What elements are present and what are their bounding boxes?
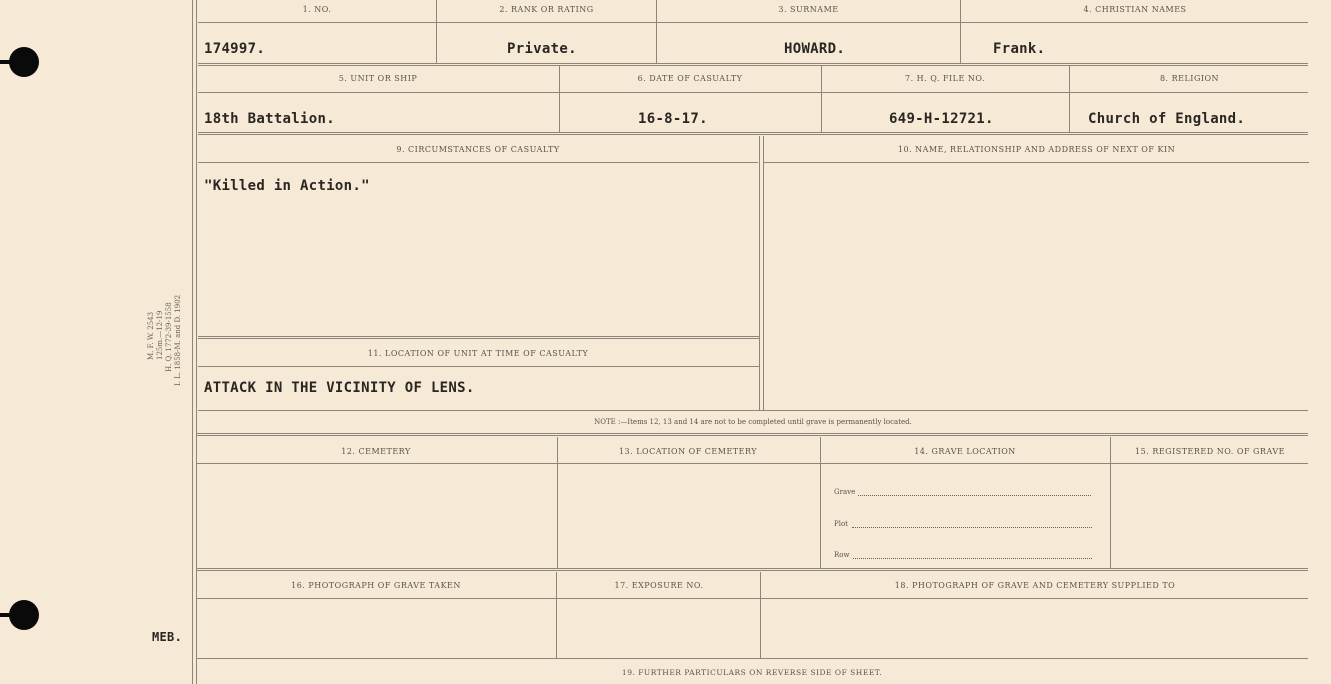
value-no: 174997.	[204, 41, 266, 57]
rule	[196, 598, 1308, 599]
rule	[960, 0, 961, 63]
rule	[763, 136, 764, 411]
label-location-cemetery: 13. LOCATION OF CEMETERY	[618, 447, 758, 456]
footer-text: 19. FURTHER PARTICULARS ON REVERSE SIDE OF SHEET.	[621, 668, 883, 677]
rule	[198, 63, 1308, 66]
value-hq-file: 649-H-12721.	[889, 111, 994, 127]
rule	[764, 162, 1309, 163]
rule	[760, 572, 761, 658]
rule	[1110, 437, 1111, 569]
label-photo-supplied: 18. PHOTOGRAPH OF GRAVE AND CEMETERY SUPPLIED TO	[894, 581, 1176, 590]
label-grave-location: 14. GRAVE LOCATION	[914, 447, 1016, 456]
value-circumstances: "Killed in Action."	[204, 178, 370, 194]
rule	[556, 572, 557, 658]
rule	[198, 22, 1308, 23]
label-date: 6. DATE OF CASUALTY	[637, 74, 743, 83]
rule	[557, 437, 558, 569]
grave-line	[858, 495, 1091, 496]
rule	[821, 66, 822, 132]
form-code-line-2: 125m.—12-19	[156, 310, 164, 360]
label-religion: 8. RELIGION	[1159, 74, 1220, 83]
grave-label: Grave	[834, 488, 856, 496]
punch-mark-bottom	[0, 613, 14, 617]
label-circumstances: 9. CIRCUMSTANCES OF CASUALTY	[396, 145, 560, 154]
label-hq-file: 7. H. Q. FILE NO.	[904, 74, 986, 83]
clerk-initials: MEB.	[152, 630, 183, 644]
form-code-line-1: M. F. W. 2543	[147, 311, 155, 360]
label-photo-taken: 16. PHOTOGRAPH OF GRAVE TAKEN	[291, 581, 461, 590]
value-christian-names: Frank.	[993, 41, 1046, 57]
value-rank: Private.	[507, 41, 577, 57]
row-label: Row	[834, 551, 850, 559]
rule	[196, 433, 1308, 436]
label-location-unit: 11. LOCATION OF UNIT AT TIME OF CASUALTY	[367, 349, 589, 358]
rule	[198, 132, 1308, 135]
label-christian-names: 4. CHRISTIAN NAMES	[1083, 5, 1187, 14]
rule	[196, 463, 1308, 464]
rule	[759, 136, 760, 411]
rule	[436, 0, 437, 63]
punch-mark-top	[0, 60, 14, 64]
value-unit: 18th Battalion.	[204, 111, 335, 127]
rule	[1069, 66, 1070, 132]
rule	[198, 366, 759, 367]
rule	[196, 568, 1308, 571]
value-religion: Church of England.	[1088, 111, 1246, 127]
label-cemetery: 12. CEMETERY	[341, 447, 411, 456]
label-next-of-kin: 10. NAME, RELATIONSHIP AND ADDRESS OF NEXT OF KIN	[897, 145, 1176, 154]
rule	[559, 66, 560, 132]
rule	[198, 92, 1308, 93]
note-text: NOTE :—Items 12, 13 and 14 are not to be completed until grave is permanently located.	[594, 418, 912, 426]
row-line	[853, 558, 1092, 559]
rule	[198, 162, 758, 163]
label-registered-no: 15. REGISTERED NO. OF GRAVE	[1135, 447, 1285, 456]
plot-label: Plot	[834, 520, 848, 528]
value-date: 16-8-17.	[638, 111, 708, 127]
label-unit: 5. UNIT OR SHIP	[338, 74, 418, 83]
label-exposure: 17. EXPOSURE NO.	[614, 581, 704, 590]
form-code-line-4: I. L. 1858-M. and D. 1902	[174, 294, 182, 386]
label-rank: 2. RANK OR RATING	[499, 5, 594, 14]
rule	[196, 658, 1308, 659]
value-location-unit: ATTACK IN THE VICINITY OF LENS.	[204, 380, 475, 396]
plot-line	[852, 527, 1092, 528]
rule	[820, 437, 821, 569]
label-surname: 3. SURNAME	[778, 5, 839, 14]
rule	[656, 0, 657, 63]
rule	[198, 336, 759, 339]
margin-rule	[192, 0, 193, 684]
rule	[198, 410, 1308, 411]
value-surname: HOWARD.	[784, 41, 846, 57]
label-no: 1. NO.	[302, 5, 332, 14]
form-code-line-3: H. Q. 1772-39-1558	[165, 302, 173, 372]
